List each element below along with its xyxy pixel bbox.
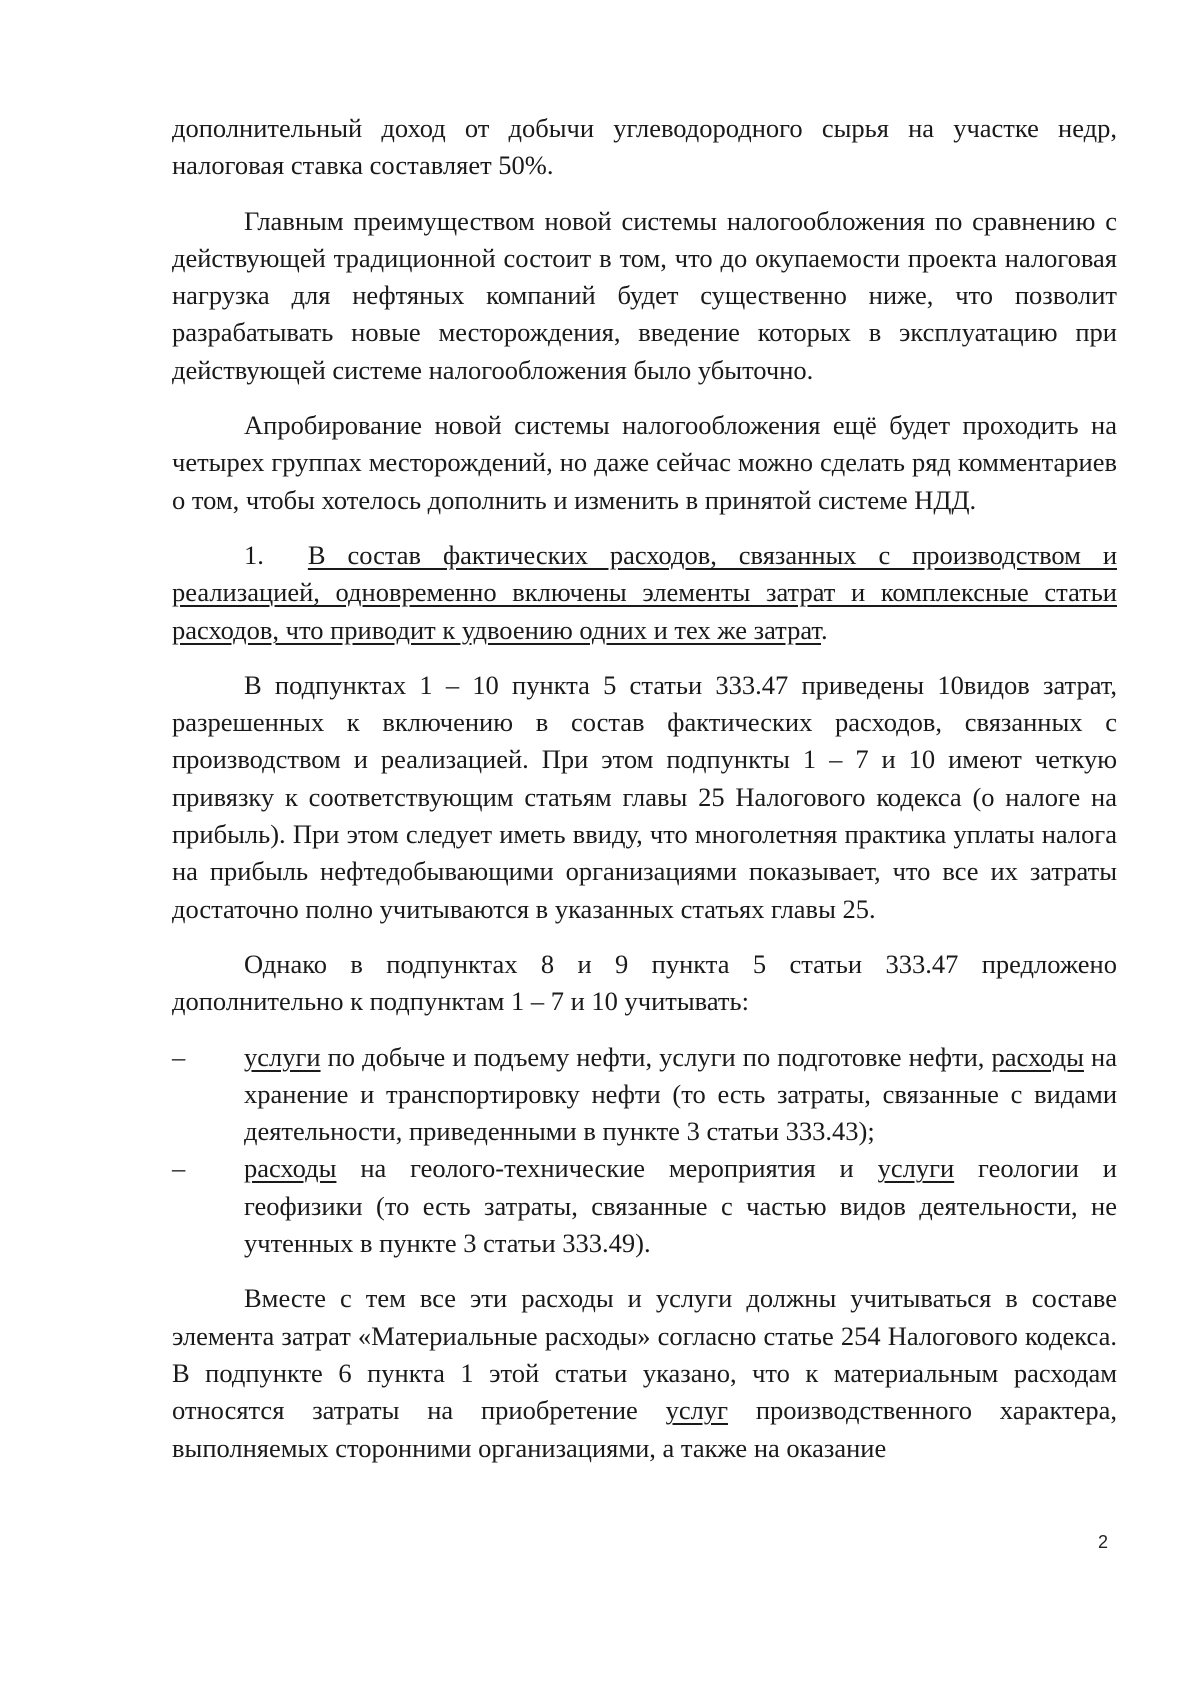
list-dash: –	[172, 1041, 186, 1072]
list-item-b-text	[244, 1150, 1117, 1262]
item-number: 1.	[244, 539, 264, 570]
underlined-term: расходы	[991, 1041, 1084, 1072]
list-text: на геолого-технические мероприятия и	[336, 1153, 878, 1184]
underlined-term: услуг	[665, 1395, 728, 1426]
paragraph-6: Однако в подпунктах 8 и 9 пункта 5 статьи 333.47 предложено дополнительно к подпунктам 1 – 7 и 10 учитывать:	[172, 948, 1117, 1017]
list-dash: –	[172, 1153, 186, 1184]
page-number: 2	[1098, 1532, 1109, 1552]
numbered-item-1	[172, 537, 1117, 649]
paragraph-7	[172, 1280, 1117, 1466]
paragraph-3: Апробирование новой системы налогообложения ещё будет проходить на четырех группах месторождений, но даже сейчас можно сделать ряд комментариев о том, чтобы хотелось дополнить и изменить в принятой системе НДД.	[172, 410, 1117, 515]
paragraph-7-text: Вместе с тем все эти расходы и услуги должны учитываться в составе элемента затрат «Материальные расходы» согласно статье 254 Налогового кодекса. В подпункте 6 пункта 1 этой статьи указано, что к материальным расходам относятся затраты на приобретение	[172, 1283, 1117, 1426]
list-text: по добыче и подъему нефти, услуги по подготовке нефти,	[320, 1041, 992, 1072]
list-item-b	[172, 1150, 1117, 1262]
paragraph-5: В подпунктах 1 – 10 пункта 5 статьи 333.47 приведены 10видов затрат, разрешенных к включению в состав фактических расходов, связанных с производством и реализацией. При этом подпункты 1 – 7 и 10 имеют четкую привязку к соответствующим статьям главы 25 Налогового кодекса (о налоге на прибыль). При этом следует иметь ввиду, что многолетняя практика уплаты налога на прибыль нефтедобывающими организациями показывает, что все их затраты достаточно полно учитываются в указанных статьях главы 25.	[172, 669, 1117, 924]
list-item-a	[172, 1039, 1117, 1151]
underlined-term: услуги	[877, 1153, 955, 1184]
list-item-a-text	[244, 1039, 1117, 1151]
paragraph-2: Главным преимуществом новой системы налогообложения по сравнению с действующей традиционной состоит в том, что до окупаемости проекта налоговая нагрузка для нефтяных компаний будет существенно ниже, что позволит разрабатывать новые месторождения, введение которых в эксплуатацию при действующей системе налогообложения было убыточно.	[172, 205, 1117, 385]
document-page	[172, 110, 1117, 1467]
item-end: .	[821, 614, 828, 645]
paragraph-7-text: производственного характера, выполняемых сторонними организациями, а также на оказание	[172, 1395, 1117, 1463]
list-text: геологии и геофизики (то есть затраты, связанные с частью видов деятельности, не учтенных в пункте 3 статьи 333.49).	[244, 1153, 1117, 1259]
underlined-term: услуги	[244, 1041, 321, 1072]
paragraph-1: дополнительный доход от добычи углеводородного сырья на участке недр, налоговая ставка составляет 50%.	[172, 113, 1117, 181]
item-text-underlined: В состав фактических расходов, связанных с производством и реализацией, одновременно включены элементы затрат и комплексные статьи расходов, что приводит к удвоению одних и тех же затрат	[172, 539, 1117, 645]
underlined-term: расходы	[244, 1153, 337, 1184]
list-text: на хранение и транспортировку нефти (то есть затраты, связанные с видами деятельности, приведенными в пункте 3 статьи 333.43);	[244, 1041, 1117, 1147]
